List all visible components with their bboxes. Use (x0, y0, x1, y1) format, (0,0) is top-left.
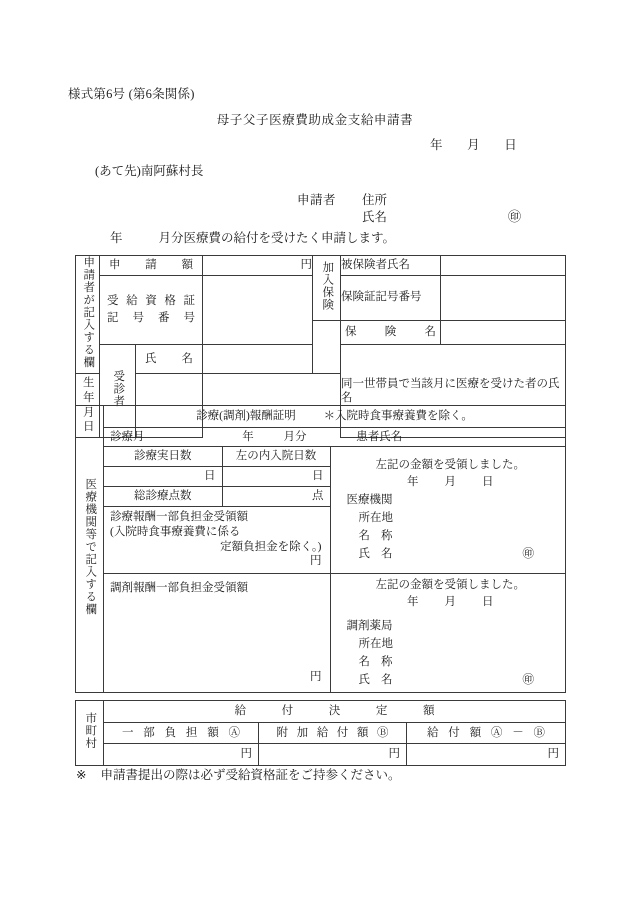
date-year-label: 年 (430, 138, 443, 152)
request-sentence-text: 月分医療費の給付を受けたく申請します。 (158, 231, 396, 245)
day-unit: 日 (204, 470, 216, 483)
additional-benefit-input[interactable] (259, 744, 407, 766)
insured-name-input[interactable] (441, 256, 566, 276)
applicant-address-label: 住所 (362, 193, 388, 207)
medical-detail-table (104, 428, 566, 693)
medical-copay-currency: 円 (310, 555, 322, 568)
household-members-label: 同一世帯員で当該月に医療を受けた者の氏名 (341, 345, 566, 438)
treatment-month-month: 月分 (283, 430, 307, 443)
insurance-side-label: 加入保険 (313, 256, 341, 321)
pharmacy-copay-line1: 調剤報酬一部負担金受領額 (110, 582, 248, 595)
inpatient-days-label: 左の内入院日数 (222, 447, 330, 467)
eligibility-cert-input[interactable] (203, 275, 313, 345)
date-day-label: 日 (504, 138, 517, 152)
medical-section-note: ＊入院時食事療養費を除く。 (323, 410, 473, 422)
patient-name-label: 氏名 (136, 345, 203, 374)
day-unit: 日 (312, 470, 324, 483)
medical-org-name-label: 名称 (358, 529, 393, 542)
benefit-decision-title: 給付決定額 (104, 701, 566, 723)
pharmacy-receipt-statement: 左記の金額を受領しました。 (375, 578, 526, 591)
municipality-side-label: 市町村 (76, 701, 104, 766)
table-row (76, 256, 566, 276)
applicant-side-label: 申請者が記入する欄 (76, 256, 100, 374)
medical-copay-cell[interactable] (104, 506, 330, 573)
insurance-name-label: 保険名 (341, 320, 441, 345)
patient-name-label-2: 患者氏名 (356, 430, 403, 443)
medical-receipt-year: 年 (407, 476, 419, 489)
medical-receipt-statement: 左記の金額を受領しました。 (375, 458, 526, 471)
medical-section-header (104, 406, 566, 428)
medical-org-person-row (341, 546, 561, 564)
request-amount-currency: 円 (300, 259, 312, 271)
patient-birthdate-label: 生年月日 (76, 374, 100, 438)
table-row (76, 406, 566, 428)
pharmacy-receipt-year: 年 (407, 596, 419, 609)
pharmacy-receipt-month: 月 (444, 596, 457, 609)
medical-section-title: 診療(調剤)報酬証明 (196, 410, 296, 422)
treatment-month-label: 診療月 (110, 430, 145, 443)
inpatient-days-input[interactable] (222, 467, 330, 487)
request-sentence (110, 228, 395, 246)
medical-copay-line3: 定額負担金を除く。) (220, 540, 322, 553)
table-row (104, 573, 566, 692)
insurance-cert-number-label: 保険証記号番号 (341, 275, 441, 320)
copay-amount-header: 一部負担額Ⓐ (104, 722, 259, 744)
medical-receipt-month: 月 (444, 476, 457, 489)
seal-icon: ㊞ (522, 547, 535, 560)
pharmacy-copay-cell[interactable] (104, 573, 330, 692)
insurance-name-input[interactable] (441, 320, 566, 345)
treatment-month-row[interactable] (104, 428, 566, 447)
medical-receipt-day: 日 (482, 476, 494, 489)
insurance-side-label-spacer (313, 320, 341, 373)
pharmacy-copay-currency: 円 (310, 671, 322, 684)
insurance-cert-number-input[interactable] (441, 275, 566, 320)
medical-org-person-label: 氏名 (358, 547, 393, 560)
medical-detail-container (104, 427, 566, 693)
currency-label: 円 (388, 748, 400, 761)
pharmacy-org-address-label: 所在地 (358, 638, 393, 651)
currency-label: 円 (547, 748, 560, 761)
pharmacy-org-person-row (341, 672, 561, 690)
addressee: (あて先)南阿蘇村長 (95, 164, 204, 178)
request-amount-input[interactable] (203, 256, 313, 276)
patient-side-label: 受診者 (100, 345, 136, 438)
pharmacy-receipt-block (331, 574, 567, 693)
form-number: 様式第6号 (第6条関係) (68, 87, 195, 101)
footnote-mark: ※ (76, 768, 87, 782)
request-amount-label-cell: 申請額 (100, 256, 203, 276)
actual-treatment-days-input[interactable] (104, 467, 222, 487)
date-month-label: 月 (467, 138, 480, 152)
medical-side-label: 医療機関等で記入する欄 (76, 406, 104, 693)
pharmacy-receipt-day: 日 (482, 596, 494, 609)
medical-receipt-block (331, 454, 567, 567)
table-row (76, 701, 566, 723)
medical-org-label: 医療機関 (346, 494, 393, 507)
medical-institution-section-table (75, 405, 566, 693)
footnote (76, 765, 401, 783)
patient-name-input[interactable] (203, 345, 313, 374)
footnote-text: 申請書提出の際は必ず受給資格証をご持参ください。 (100, 768, 401, 782)
total-points-label: 総診療点数 (104, 486, 222, 506)
pharmacy-receipt-date[interactable] (341, 594, 561, 612)
point-unit: 点 (312, 489, 324, 502)
pharmacy-receipt-cell (330, 573, 566, 692)
additional-benefit-header: 附加給付額Ⓑ (259, 722, 407, 744)
seal-icon: ㊞ (522, 673, 535, 686)
medical-receipt-cell (330, 447, 566, 573)
medical-copay-line2: (入院時食事療養費に係る (110, 525, 241, 538)
pharmacy-org-person-label: 氏名 (358, 673, 393, 686)
medical-org-address-label: 所在地 (358, 512, 393, 525)
page-title: 母子父子医療費助成金支給申請書 (216, 113, 414, 127)
submission-date-line (430, 135, 517, 153)
municipality-section-table (75, 700, 566, 766)
medical-receipt-date[interactable] (341, 474, 561, 492)
net-benefit-input[interactable] (407, 744, 566, 766)
net-benefit-header: 給付額Ⓐ－Ⓑ (407, 722, 566, 744)
total-points-input[interactable] (222, 486, 330, 506)
seal-icon: ㊞ (508, 209, 522, 224)
request-year-label: 年 (110, 231, 123, 245)
table-row (76, 722, 566, 744)
pharmacy-org-label: 調剤薬局 (346, 620, 393, 633)
copay-amount-input[interactable] (104, 744, 259, 766)
insured-name-label: 被保険者氏名 (341, 256, 441, 276)
applicant-label: 申請者 (297, 193, 337, 207)
table-row (76, 744, 566, 766)
applicant-name-label: 氏名 (362, 210, 388, 224)
table-row (76, 427, 566, 693)
eligibility-cert-label: 受給資格証 記号番号 (100, 275, 203, 345)
pharmacy-org-name-label: 名称 (358, 655, 393, 668)
treatment-month-year: 年 (242, 430, 254, 443)
currency-label: 円 (240, 748, 252, 761)
medical-copay-line1: 診療報酬一部負担金受領額 (110, 511, 248, 524)
actual-treatment-days-label: 診療実日数 (104, 447, 222, 467)
table-row (104, 447, 566, 467)
table-row (104, 428, 566, 447)
